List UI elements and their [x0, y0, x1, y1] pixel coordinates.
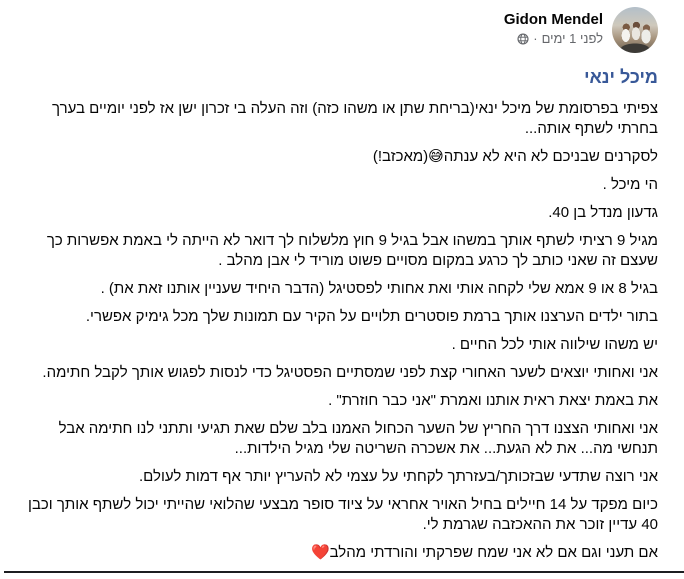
post-paragraph: יש משהו שילווה אותי לכל החיים .	[451, 336, 658, 353]
post-paragraph	[18, 543, 658, 563]
post-paragraph: בתור ילדים הערצנו אותך ברמת פוסטרים תלויים על הקיר עם תמונות שלך מכל גימיק אפשרי.	[85, 308, 658, 325]
post-title-link[interactable]: מיכל ינאי	[584, 67, 658, 87]
post-meta	[504, 31, 603, 47]
post-paragraph: כיום מפקד על 14 חיילים בחיל האויר אחראי על ציוד סופר מבצעי שהלואי שהייתי יכול לשתף אותך וכבן 40 עדיין זוכר את ההאכזבה שגרמת לי.	[28, 496, 658, 533]
post-paragraph: את באמת יצאת ראית אותנו ואמרת "אני כבר חוזרת" .	[328, 392, 658, 409]
post-header	[0, 0, 684, 53]
avatar[interactable]	[612, 7, 658, 53]
post-paragraph: הי מיכל .	[602, 176, 658, 193]
post-body	[0, 99, 684, 563]
globe-icon	[517, 33, 529, 45]
post-paragraph: לסקרנים שבניכם לא היא לא ענתה😅(מאכזב!)	[372, 148, 658, 165]
post-paragraph: צפיתי בפרסומת של מיכל ינאי(בריחת שתן או משהו כזה) וזה העלה בי זכרון ישן אז לפני יומיים בערך בחרתי לשתף אותה...	[52, 100, 658, 137]
timestamp[interactable]: לפני 1 ימים	[541, 31, 603, 46]
bottom-divider	[4, 571, 684, 573]
meta-separator: ·	[533, 31, 538, 46]
post-paragraph: בגיל 8 או 9 אמא שלי לקחה אותי ואת אחותי לפסטיגל (הדבר היחיד שעניין אותנו זאת את) .	[100, 280, 658, 297]
post-paragraph: אני רוצה שתדעי שבזכותך/בעזרתך לקחתי על עצמי לא להעריץ יותר אף דמות לעולם.	[138, 468, 658, 485]
header-text	[504, 7, 603, 47]
post-paragraph: אני ואחותי יוצאים לשער האחורי קצת לפני שמסתיים הפסטיגל כדי לנסות לפגוש אותך לקבל חתימה.	[42, 364, 658, 381]
post-paragraph: אני ואחותי הצצנו דרך החריץ של השער הכחול האמנו בלב שלם שאת תגיעי ותתני לנו חתימה אבל תנחשי מה... את לא הגעת... את אשכרה השריטה שלי מגיל הילדות...	[58, 420, 658, 457]
heart-emoji: ❤️	[310, 544, 330, 561]
closing-text: אם תעני וגם אם לא אני שמח שפרקתי והורדתי מהלב	[329, 544, 658, 561]
post-paragraph: מגיל 9 רציתי לשתף אותך במשהו אבל בגיל 9 חוץ מלשלוח לך דואר לא הייתה לי באמת אפשרות כך שעצם זה שאני כותב לך כרגע במקום מסויים פשוט מוריד לי אבן מהלב .	[46, 232, 658, 269]
author-name-link[interactable]: Gidon Mendel	[503, 11, 603, 28]
post-paragraph: גדעון מנדל בן 40.	[548, 204, 658, 221]
